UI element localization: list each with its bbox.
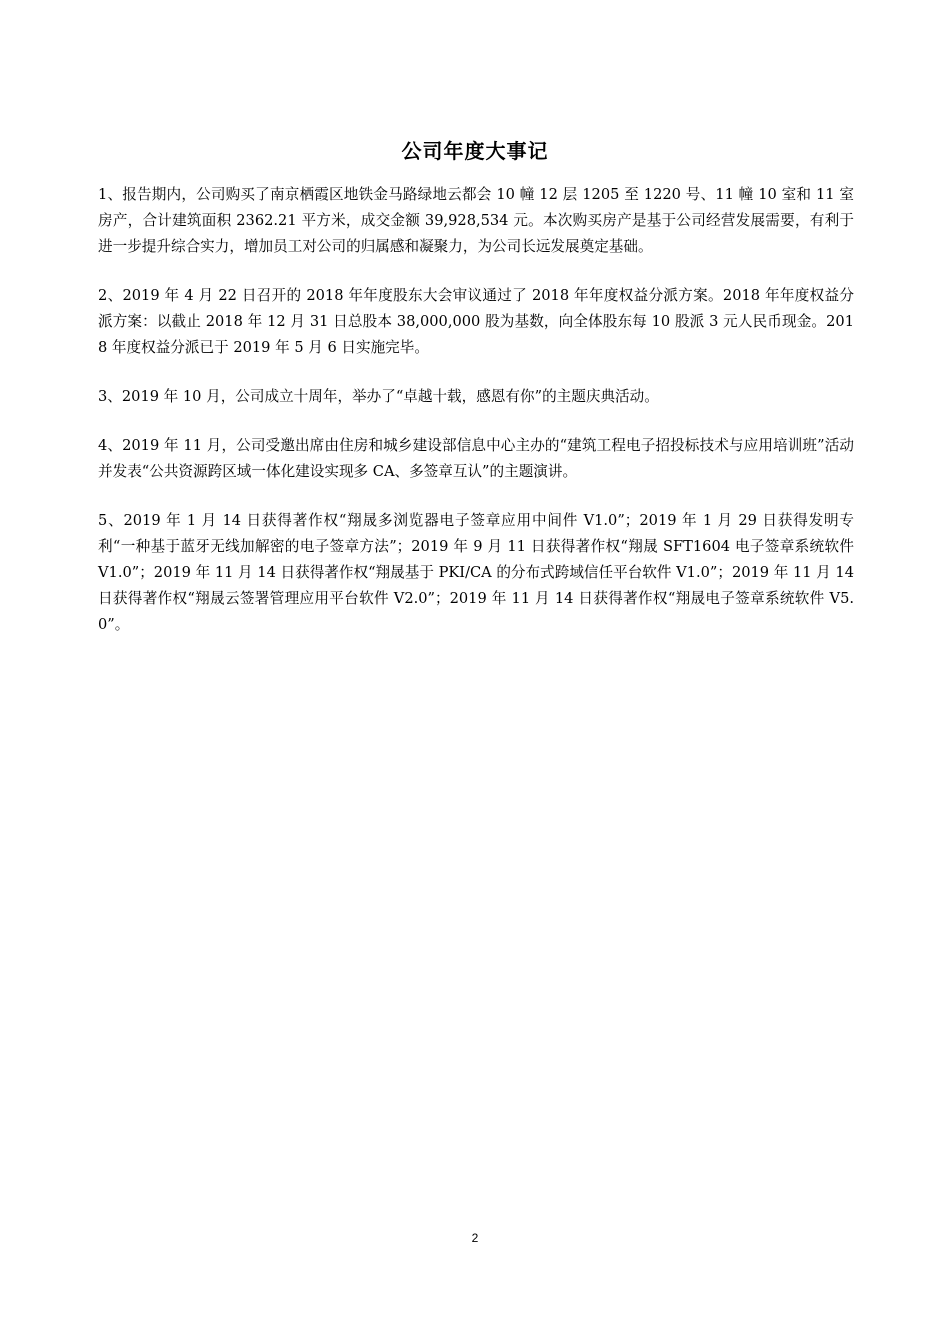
paragraph-1: 1、报告期内，公司购买了南京栖霞区地铁金马路绿地云都会 10 幢 12 层 1205 至 1220 号、11 幢 10 室和 11 室房产，合计建筑面积 2362.21 平方米，成交金额 39,928,534 元。本次购买房产是基于公司经营发展需要，有利于进一步提升综合实力，增加员工对公司的归属感和凝聚力，为公司长远发展奠定基础。 (98, 186, 854, 255)
paragraph-3: 3、2019 年 10 月，公司成立十周年，举办了“卓越十载，感恩有你”的主题庆典活动。 (98, 388, 659, 405)
document-body (98, 182, 854, 661)
paragraph-5: 5、2019 年 1 月 14 日获得著作权“翔晟多浏览器电子签章应用中间件 V1.0”；2019 年 1 月 29 日获得发明专利“一种基于蓝牙无线加解密的电子签章方法”；2019 年 9 月 11 日获得著作权“翔晟 SFT1604 电子签章系统软件 V1.0”；2019 年 11 月 14 日获得著作权“翔晟基于 PKI/CA 的分布式跨域信任平台软件 V1.0”；2019 年 11 月 14 日获得著作权“翔晟云签署管理应用平台软件 V2.0”；2019 年 11 月 14 日获得著作权“翔晟电子签章系统软件 V5.0”。 (98, 512, 854, 633)
page-number: 2 (471, 1231, 479, 1245)
paragraph-4: 4、2019 年 11 月，公司受邀出席由住房和城乡建设部信息中心主办的“建筑工程电子招投标技术与应用培训班”活动并发表“公共资源跨区域一体化建设实现多 CA、多签章互认”的主题演讲。 (98, 437, 854, 480)
paragraph-2: 2、2019 年 4 月 22 日召开的 2018 年年度股东大会审议通过了 2018 年年度权益分派方案。2018 年年度权益分派方案：以截止 2018 年 12 月 31 日总股本 38,000,000 股为基数，向全体股东每 10 股派 3 元人民币现金。2018 年度权益分派已于 2019 年 5 月 6 日实施完毕。 (98, 287, 854, 356)
page-title: 公司年度大事记 (401, 139, 549, 163)
